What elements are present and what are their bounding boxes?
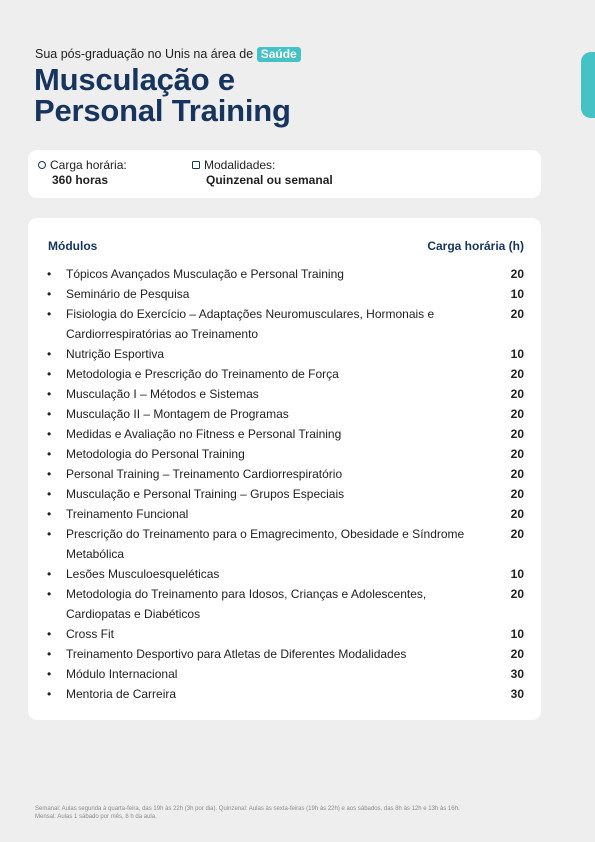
modalities-value: Quinzenal ou semanal [206,173,333,187]
bullet-icon: • [47,687,52,701]
module-name: Mentoria de Carreira [66,687,177,701]
module-row [44,404,524,424]
module-name: Musculação I – Métodos e Sistemas [66,387,259,401]
module-row [44,664,524,684]
module-row [44,504,524,524]
bullet-icon: • [47,667,52,681]
module-row [44,624,524,644]
bullet-icon: • [47,307,52,321]
bullet-icon: • [47,407,52,421]
module-row [44,264,524,284]
module-hours: 10 [510,627,524,641]
bullet-icon: • [47,287,52,301]
title-line-1: Musculação e [34,62,235,97]
bullet-icon: • [47,647,52,661]
module-hours: 20 [510,447,524,461]
bullet-icon: • [47,367,52,381]
module-hours: 20 [510,487,524,501]
module-row [44,444,524,464]
module-hours: 20 [510,367,524,381]
module-row [44,644,524,664]
bullet-icon: • [47,527,52,541]
area-tag: Saúde [257,47,301,62]
subtitle-text: Sua pós-graduação no Unis na área de [35,47,254,61]
footnote-line-1: Semanal: Aulas segunda à quarta-feira, das 19h às 22h (3h por dia). Quinzenal: Aulas às sexta-feiras (19h às 22h) e aos sábados, das 8h às 12h e 13h às 16h. [35,806,460,812]
bullet-icon: • [47,467,52,481]
module-hours: 20 [510,267,524,281]
module-name: Fisiologia do Exercício – Adaptações Neuromusculares, Hormonais e Cardiorrespiratórias ao Treinamento [66,307,435,341]
module-hours: 20 [510,587,524,601]
module-hours: 30 [510,667,524,681]
bullet-icon: • [47,567,52,581]
module-hours: 20 [510,427,524,441]
side-tab-decoration [581,52,595,118]
bullet-icon: • [47,447,52,461]
module-hours: 20 [510,307,524,321]
bullet-icon: • [47,267,52,281]
module-name: Treinamento Funcional [66,507,189,521]
bullet-icon: • [47,387,52,401]
modules-card [28,218,541,720]
module-row [44,564,524,584]
modules-column-header: Módulos [48,239,98,253]
module-hours: 20 [510,467,524,481]
module-hours: 20 [510,647,524,661]
module-row [44,424,524,444]
module-row [44,364,524,384]
module-row [44,584,524,624]
modules-header [48,239,524,253]
module-hours: 20 [510,507,524,521]
hours-column-header: Carga horária (h) [427,239,524,253]
module-hours: 20 [510,387,524,401]
page-title [34,64,291,126]
module-name: Prescrição do Treinamento para o Emagrecimento, Obesidade e Síndrome Metabólica [66,527,465,561]
module-hours: 10 [510,347,524,361]
module-row [44,484,524,504]
bullet-icon: • [47,347,52,361]
module-name: Medidas e Avaliação no Fitness e Personal Training [66,427,342,441]
module-row [44,344,524,364]
clock-icon [38,161,46,169]
modalities-info [192,158,333,188]
module-name: Metodologia do Treinamento para Idosos, Crianças e Adolescentes, Cardiopatas e Diabéticos [66,587,427,621]
module-row [44,384,524,404]
module-row [44,464,524,484]
module-name: Módulo Internacional [66,667,178,681]
bullet-icon: • [47,487,52,501]
modules-list [44,264,524,704]
module-row [44,684,524,704]
calendar-check-icon [192,161,200,169]
module-name: Treinamento Desportivo para Atletas de Diferentes Modalidades [66,647,407,661]
workload-value: 360 horas [52,173,109,187]
module-name: Metodologia e Prescrição do Treinamento de Força [66,367,339,381]
bullet-icon: • [47,587,52,601]
module-name: Nutrição Esportiva [66,347,165,361]
workload-label: Carga horária: [50,158,127,172]
module-name: Lesões Musculoesqueléticas [66,567,220,581]
subtitle [35,47,301,62]
module-hours: 20 [510,527,524,541]
module-row [44,304,524,344]
module-hours: 10 [510,287,524,301]
module-name: Cross Fit [66,627,114,641]
module-hours: 10 [510,567,524,581]
title-line-2: Personal Training [34,93,291,128]
module-name: Personal Training – Treinamento Cardiorrespiratório [66,467,343,481]
module-name: Tópicos Avançados Musculação e Personal Training [66,267,344,281]
bullet-icon: • [47,627,52,641]
module-hours: 30 [510,687,524,701]
bullet-icon: • [47,507,52,521]
module-name: Seminário de Pesquisa [66,287,190,301]
modalities-label: Modalidades: [204,158,276,172]
module-hours: 20 [510,407,524,421]
module-row [44,524,524,564]
footnote-line-2: Mensal: Aulas 1 sábado por mês, 8 h da aula. [35,814,157,820]
bullet-icon: • [47,427,52,441]
course-info-card [28,150,541,198]
module-name: Musculação e Personal Training – Grupos Especiais [66,487,345,501]
module-row [44,284,524,304]
workload-info [38,158,127,188]
module-name: Metodologia do Personal Training [66,447,245,461]
module-name: Musculação II – Montagem de Programas [66,407,289,421]
schedule-footnote [35,805,555,821]
